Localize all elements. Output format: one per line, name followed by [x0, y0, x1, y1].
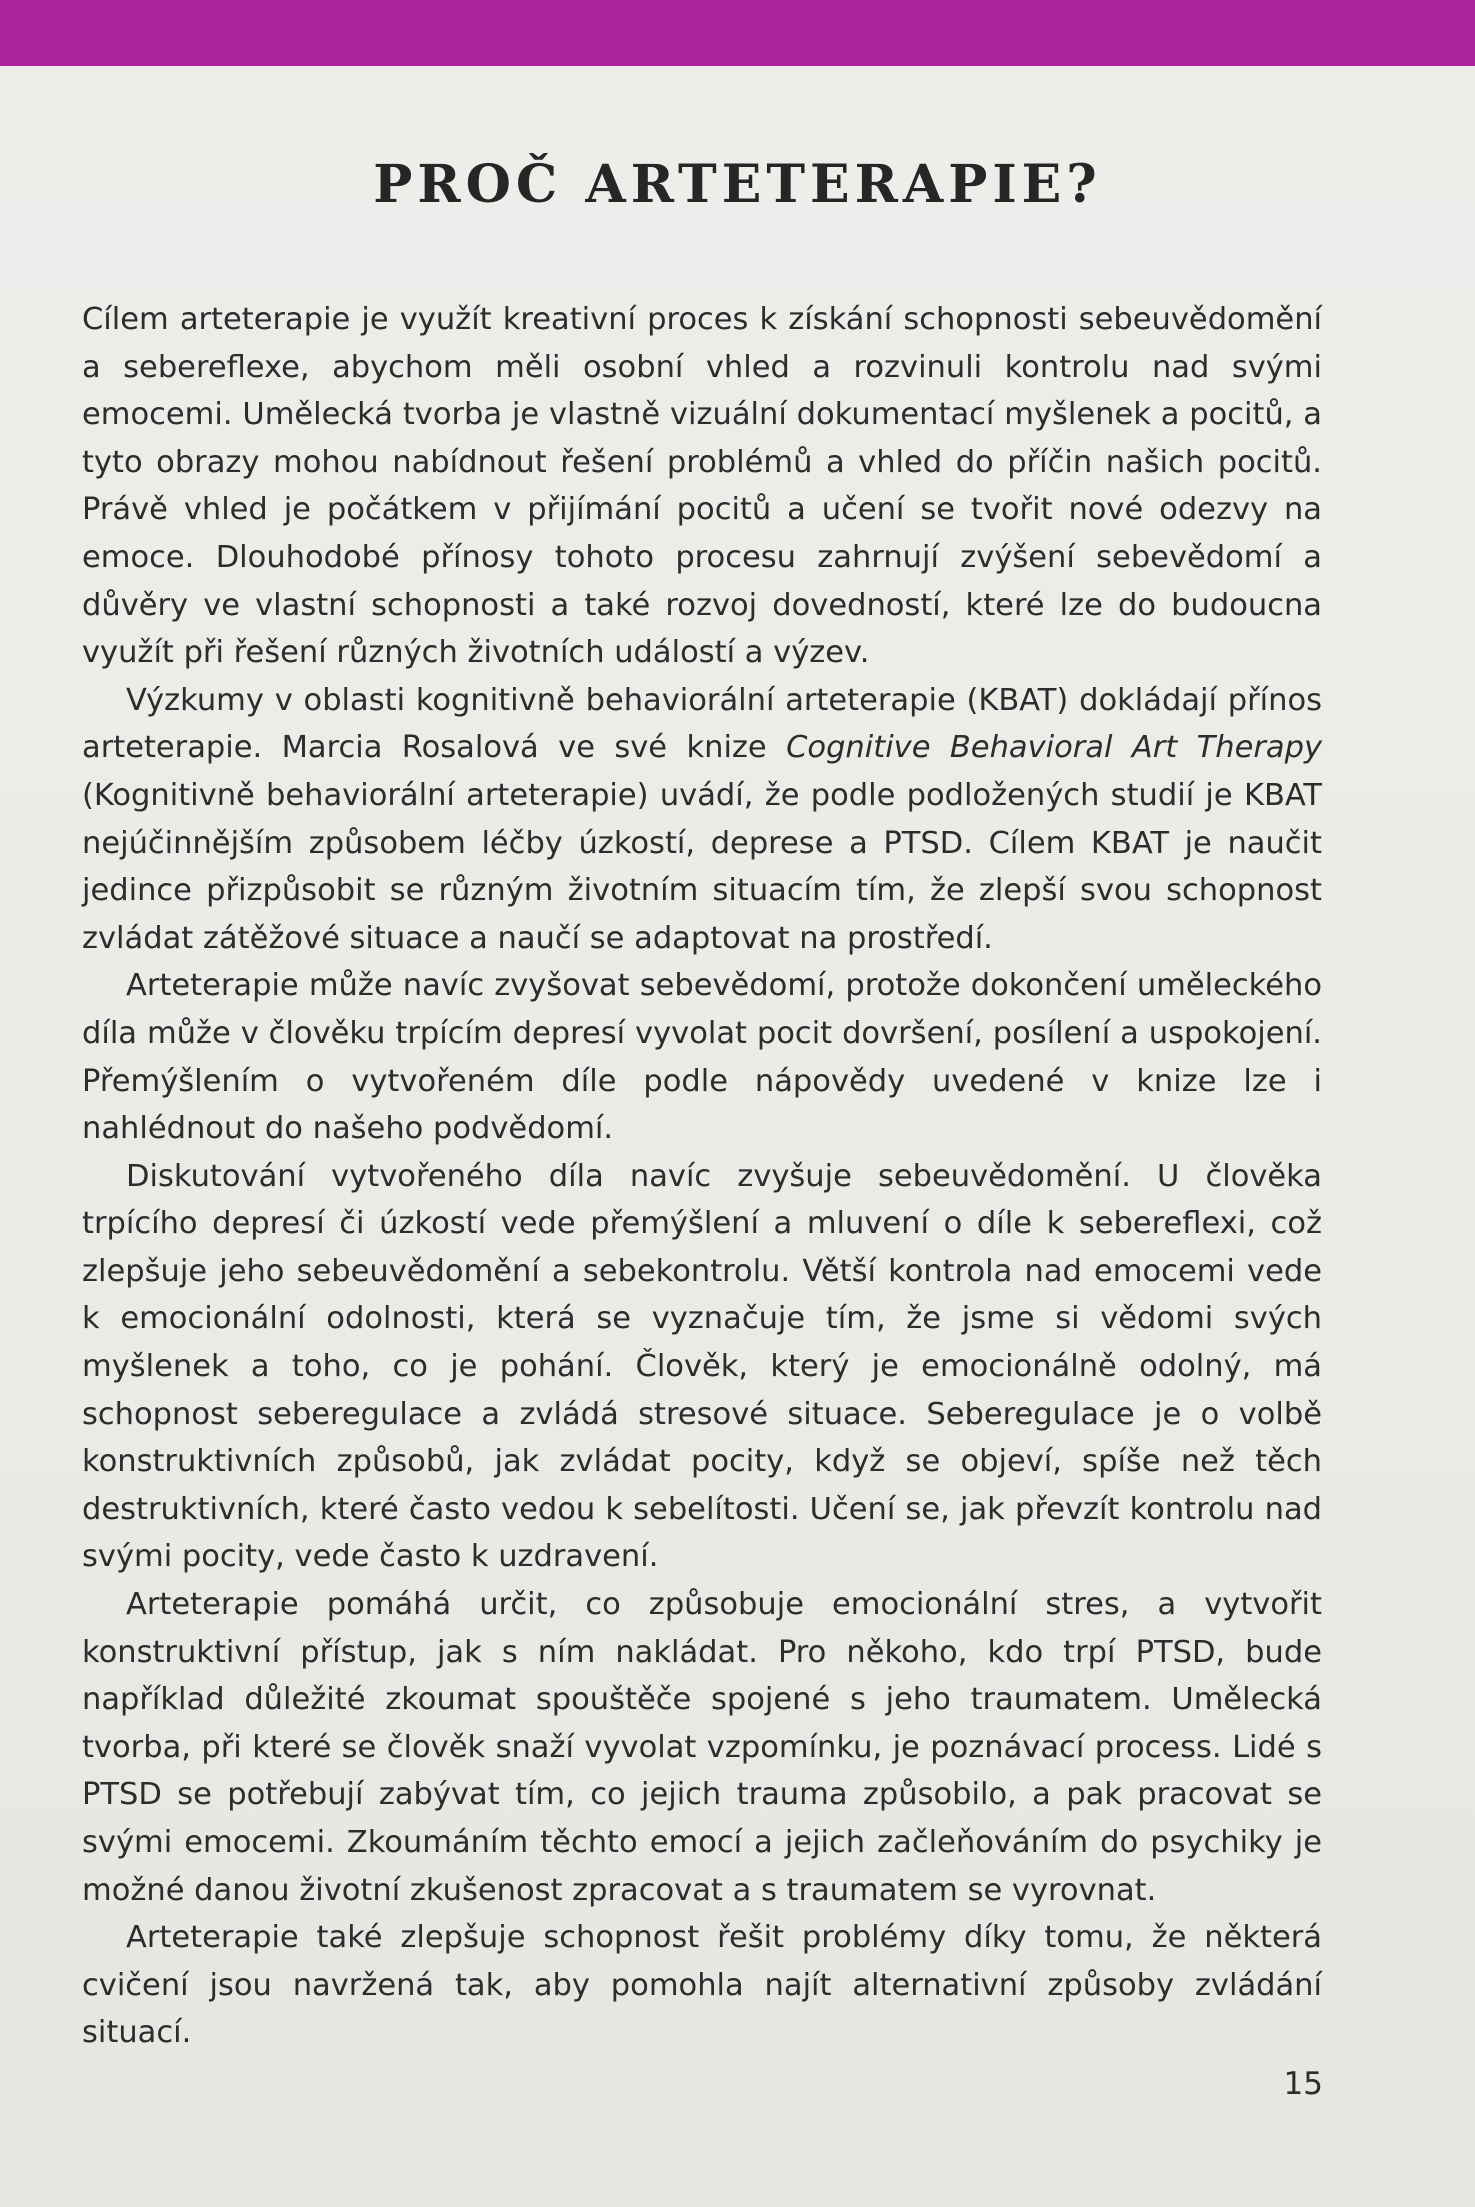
paragraph-3: Arteterapie může navíc zvyšovat sebevědomí, protože dokončení uměleckého díla může v člověku trpícím depresí vyvolat pocit dovršení, posílení a uspokojení. Přemýšlením o vytvořeném díle podle nápovědy uvedené v knize lze i nahlédnout do našeho podvědomí.	[82, 968, 1322, 1147]
paragraph-6: Arteterapie také zlepšuje schopnost řešit problémy díky tomu, že některá cvičení jsou navržená tak, aby pomohla najít alternativní způsoby zvládání situací.	[82, 1920, 1322, 2051]
header-color-band	[0, 0, 1475, 66]
page-number: 15	[1283, 2066, 1323, 2102]
paragraph-1: Cílem arteterapie je využít kreativní proces k získání schopnosti sebeuvědomění a sebereflexe, abychom měli osobní vhled a rozvinuli kontrolu nad svými emocemi. Umělecká tvorba je vlastně vizuální dokumentací myšlenek a pocitů, a tyto obrazy mohou nabídnout řešení problémů a vhled do příčin našich pocitů. Právě vhled je počátkem v přijímání pocitů a učení se tvořit nové odezvy na emoce. Dlouhodobé přínosy tohoto procesu zahrnují zvýšení sebevědomí a důvěry ve vlastní schopnosti a také rozvoj dovedností, které lze do budoucna využít při řešení různých životních událostí a výzev.	[82, 302, 1322, 671]
book-title: Cognitive Behavioral Art Therapy	[786, 730, 1322, 766]
paragraph-2-text-before: Výzkumy v oblasti kognitivně behaviorální arteterapie (KBAT) dokládají přínos arteterapie. Marcia Rosalová ve své knize	[82, 682, 1322, 766]
paragraph-2	[82, 677, 1322, 963]
paragraph-5: Arteterapie pomáhá určit, co způsobuje emocionální stres, a vytvořit konstruktivní přístup, jak s ním nakládat. Pro někoho, kdo trpí PTSD, bude například důležité zkoumat spouštěče spojené s jeho traumatem. Umělecká tvorba, při které se člověk snaží vyvolat vzpomínku, je poznávací process. Lidé s PTSD se potřebují zabývat tím, co jejich trauma způsobilo, a pak pracovat se svými emocemi. Zkoumáním těchto emocí a jejich začleňováním do psychiky je možné danou životní zkušenost zpracovat a s traumatem se vyrovnat.	[82, 1587, 1322, 1908]
page-title: PROČ ARTETERAPIE?	[373, 154, 1102, 215]
body-text	[82, 296, 1322, 2057]
paragraph-4: Diskutování vytvořeného díla navíc zvyšuje sebeuvědomění. U člověka trpícího depresí či úzkostí vede přemýšlení a mluvení o díle k sebereflexi, což zlepšuje jeho sebeuvědomění a sebekontrolu. Větší kontrola nad emocemi vede k emocionální odolnosti, která se vyznačuje tím, že jsme si vědomi svých myšlenek a toho, co je pohání. Člověk, který je emocionálně odolný, má schopnost seberegulace a zvládá stresové situace. Seberegulace je o volbě konstruktivních způsobů, jak zvládat pocity, když se objeví, spíše než těch destruktivních, které často vedou k sebelítosti. Učení se, jak převzít kontrolu nad svými pocity, vede často k uzdravení.	[82, 1158, 1322, 1575]
paragraph-2-text-after: (Kognitivně behaviorální arteterapie) uvádí, že podle podložených studií je KBAT nejúčinnějším způsobem léčby úzkostí, deprese a PTSD. Cílem KBAT je naučit jedince přizpůsobit se různým životním situacím tím, že zlepší svou schopnost zvládat zátěžové situace a naučí se adaptovat na prostředí.	[82, 777, 1322, 956]
